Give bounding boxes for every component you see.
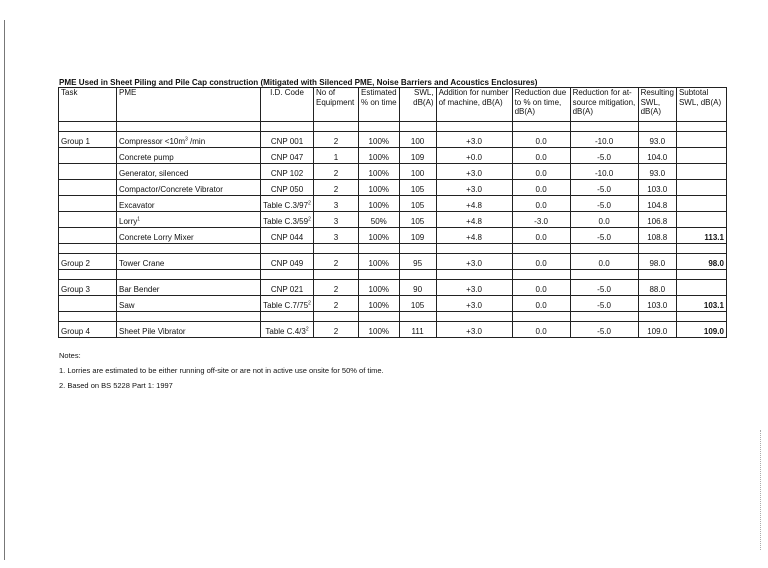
pme-name: Generator, silenced bbox=[119, 168, 189, 178]
cell-id-code bbox=[261, 296, 314, 312]
cell-addition: +4.8 bbox=[436, 212, 512, 228]
pme-superscript: 1 bbox=[137, 215, 141, 222]
cell-resulting-swl: 106.8 bbox=[638, 212, 676, 228]
cell-resulting-swl: 93.0 bbox=[638, 132, 676, 148]
cell-subtotal-swl bbox=[676, 280, 726, 296]
cell-reduction-time: 0.0 bbox=[512, 164, 570, 180]
cell-task bbox=[59, 164, 117, 180]
cell-addition: +3.0 bbox=[436, 322, 512, 338]
cell-addition: +3.0 bbox=[436, 254, 512, 270]
cell-estimated-pct: 100% bbox=[359, 322, 400, 338]
page-edge-dotted-line bbox=[760, 430, 761, 550]
cell-addition: +4.8 bbox=[436, 228, 512, 244]
pme-name: Concrete Lorry Mixer bbox=[119, 232, 194, 242]
cell-id-code bbox=[261, 228, 314, 244]
notes-heading: Notes: bbox=[59, 351, 81, 360]
cell-no-of-equipment: 2 bbox=[314, 322, 359, 338]
cell-task: Group 2 bbox=[59, 254, 117, 270]
cell-no-of-equipment: 2 bbox=[314, 280, 359, 296]
header-resulting-swl: Resulting SWL, dB(A) bbox=[638, 88, 676, 122]
cell-swl: 105 bbox=[399, 180, 436, 196]
cell-id-code bbox=[261, 180, 314, 196]
cell-resulting-swl: 109.0 bbox=[638, 322, 676, 338]
cell-swl: 105 bbox=[399, 196, 436, 212]
cell-resulting-swl: 88.0 bbox=[638, 280, 676, 296]
cell-reduction-mitigation: 0.0 bbox=[570, 254, 638, 270]
note-2: 2. Based on BS 5228 Part 1: 1997 bbox=[59, 381, 173, 390]
cell-id-code bbox=[261, 148, 314, 164]
cell-addition: +4.8 bbox=[436, 196, 512, 212]
id-code-text: Table C.3/59 bbox=[263, 216, 309, 226]
cell-subtotal-swl: 98.0 bbox=[676, 254, 726, 270]
cell-task bbox=[59, 148, 117, 164]
id-code-text: Table C.7/75 bbox=[263, 300, 309, 310]
cell-task bbox=[59, 180, 117, 196]
header-pme: PME bbox=[117, 88, 261, 122]
cell-task bbox=[59, 228, 117, 244]
pme-name: Compactor/Concrete Vibrator bbox=[119, 184, 223, 194]
cell-swl: 95 bbox=[399, 254, 436, 270]
cell-pme bbox=[117, 164, 261, 180]
cell-reduction-time: 0.0 bbox=[512, 280, 570, 296]
pme-table bbox=[58, 87, 727, 338]
pme-suffix: /min bbox=[187, 136, 206, 146]
cell-estimated-pct: 50% bbox=[359, 212, 400, 228]
cell-task: Group 1 bbox=[59, 132, 117, 148]
cell-reduction-mitigation: -5.0 bbox=[570, 322, 638, 338]
cell-no-of-equipment: 2 bbox=[314, 164, 359, 180]
id-code-text: CNP 001 bbox=[270, 136, 304, 146]
cell-reduction-mitigation: -5.0 bbox=[570, 228, 638, 244]
table-row bbox=[59, 296, 727, 312]
cell-swl: 100 bbox=[399, 164, 436, 180]
spacer-row bbox=[59, 312, 727, 322]
header-estimated-pct: Estimated % on time bbox=[359, 88, 400, 122]
cell-swl: 109 bbox=[399, 148, 436, 164]
cell-pme bbox=[117, 280, 261, 296]
pme-superscript: 3 bbox=[185, 135, 188, 142]
pme-name: Saw bbox=[119, 300, 135, 310]
cell-reduction-mitigation: -5.0 bbox=[570, 280, 638, 296]
page-edge-line bbox=[4, 20, 5, 560]
cell-no-of-equipment: 2 bbox=[314, 132, 359, 148]
cell-reduction-mitigation: -5.0 bbox=[570, 180, 638, 196]
cell-task: Group 4 bbox=[59, 322, 117, 338]
header-addition: Addition for number of machine, dB(A) bbox=[436, 88, 512, 122]
table-row bbox=[59, 254, 727, 270]
id-code-text: CNP 050 bbox=[270, 184, 304, 194]
cell-resulting-swl: 103.0 bbox=[638, 180, 676, 196]
cell-pme bbox=[117, 212, 261, 228]
note-1: 1. Lorries are estimated to be either running off-site or are not in active use onsite for 50% of time. bbox=[59, 366, 384, 375]
table-title: PME Used in Sheet Piling and Pile Cap construction (Mitigated with Silenced PME, Noise Barriers and Acoustics Enclosures) bbox=[59, 77, 538, 87]
cell-reduction-mitigation: -5.0 bbox=[570, 296, 638, 312]
cell-subtotal-swl bbox=[676, 132, 726, 148]
cell-id-code bbox=[261, 280, 314, 296]
cell-id-code bbox=[261, 164, 314, 180]
cell-estimated-pct: 100% bbox=[359, 180, 400, 196]
cell-estimated-pct: 100% bbox=[359, 164, 400, 180]
cell-reduction-time: 0.0 bbox=[512, 322, 570, 338]
cell-reduction-mitigation: -10.0 bbox=[570, 164, 638, 180]
header-reduction-time: Reduction due to % on time, dB(A) bbox=[512, 88, 570, 122]
cell-estimated-pct: 100% bbox=[359, 132, 400, 148]
cell-pme bbox=[117, 180, 261, 196]
table-row bbox=[59, 148, 727, 164]
spacer-row bbox=[59, 270, 727, 280]
id-code-superscript: 2 bbox=[308, 215, 311, 222]
cell-subtotal-swl: 109.0 bbox=[676, 322, 726, 338]
cell-pme bbox=[117, 296, 261, 312]
cell-swl: 105 bbox=[399, 212, 436, 228]
cell-addition: +3.0 bbox=[436, 164, 512, 180]
id-code-text: CNP 021 bbox=[270, 284, 304, 294]
cell-swl: 90 bbox=[399, 280, 436, 296]
cell-resulting-swl: 98.0 bbox=[638, 254, 676, 270]
table-row bbox=[59, 132, 727, 148]
cell-addition: +3.0 bbox=[436, 132, 512, 148]
cell-reduction-time: 0.0 bbox=[512, 296, 570, 312]
cell-id-code bbox=[261, 196, 314, 212]
cell-resulting-swl: 103.0 bbox=[638, 296, 676, 312]
cell-task bbox=[59, 212, 117, 228]
pme-name: Compressor <10m bbox=[119, 136, 186, 146]
id-code-text: CNP 049 bbox=[270, 258, 304, 268]
pme-name: Excavator bbox=[119, 200, 155, 210]
cell-no-of-equipment: 1 bbox=[314, 148, 359, 164]
cell-swl: 109 bbox=[399, 228, 436, 244]
cell-reduction-mitigation: -10.0 bbox=[570, 132, 638, 148]
cell-addition: +3.0 bbox=[436, 280, 512, 296]
id-code-text: Table C.4/3 bbox=[265, 326, 306, 336]
cell-task bbox=[59, 196, 117, 212]
table-row bbox=[59, 180, 727, 196]
cell-subtotal-swl bbox=[676, 196, 726, 212]
id-code-text: CNP 102 bbox=[270, 168, 304, 178]
cell-estimated-pct: 100% bbox=[359, 280, 400, 296]
cell-reduction-time: 0.0 bbox=[512, 180, 570, 196]
table-row bbox=[59, 212, 727, 228]
cell-pme bbox=[117, 148, 261, 164]
header-task: Task bbox=[59, 88, 117, 122]
header-id-code: I.D. Code bbox=[261, 88, 314, 122]
cell-reduction-mitigation: 0.0 bbox=[570, 212, 638, 228]
cell-id-code bbox=[261, 212, 314, 228]
cell-task: Group 3 bbox=[59, 280, 117, 296]
cell-estimated-pct: 100% bbox=[359, 228, 400, 244]
cell-pme bbox=[117, 228, 261, 244]
cell-no-of-equipment: 2 bbox=[314, 254, 359, 270]
cell-task bbox=[59, 296, 117, 312]
cell-swl: 111 bbox=[399, 322, 436, 338]
cell-addition: +3.0 bbox=[436, 180, 512, 196]
header-no-of-equipment: No of Equipment bbox=[314, 88, 359, 122]
cell-no-of-equipment: 3 bbox=[314, 228, 359, 244]
id-code-text: Table C.3/97 bbox=[263, 200, 309, 210]
header-subtotal-swl: Subtotal SWL, dB(A) bbox=[676, 88, 726, 122]
cell-pme bbox=[117, 322, 261, 338]
cell-swl: 100 bbox=[399, 132, 436, 148]
cell-reduction-time: 0.0 bbox=[512, 132, 570, 148]
cell-reduction-time: 0.0 bbox=[512, 228, 570, 244]
cell-reduction-time: 0.0 bbox=[512, 196, 570, 212]
cell-resulting-swl: 108.8 bbox=[638, 228, 676, 244]
header-reduction-mitigation: Reduction for at-source mitigation, dB(A) bbox=[570, 88, 638, 122]
cell-reduction-mitigation: -5.0 bbox=[570, 148, 638, 164]
cell-no-of-equipment: 2 bbox=[314, 180, 359, 196]
cell-reduction-time: 0.0 bbox=[512, 148, 570, 164]
cell-id-code bbox=[261, 132, 314, 148]
table-row bbox=[59, 280, 727, 296]
cell-subtotal-swl: 103.1 bbox=[676, 296, 726, 312]
cell-swl: 105 bbox=[399, 296, 436, 312]
table-row bbox=[59, 164, 727, 180]
cell-subtotal-swl bbox=[676, 212, 726, 228]
pme-name: Lorry bbox=[119, 216, 138, 226]
spacer-row bbox=[59, 244, 727, 254]
cell-subtotal-swl bbox=[676, 164, 726, 180]
table-row bbox=[59, 196, 727, 212]
id-code-superscript: 2 bbox=[308, 199, 311, 206]
cell-no-of-equipment: 3 bbox=[314, 212, 359, 228]
cell-subtotal-swl bbox=[676, 148, 726, 164]
pme-name: Tower Crane bbox=[119, 258, 165, 268]
cell-resulting-swl: 104.0 bbox=[638, 148, 676, 164]
header-swl: SWL, dB(A) bbox=[399, 88, 436, 122]
spacer-row bbox=[59, 122, 727, 132]
cell-id-code bbox=[261, 322, 314, 338]
cell-no-of-equipment: 2 bbox=[314, 296, 359, 312]
cell-estimated-pct: 100% bbox=[359, 196, 400, 212]
cell-reduction-time: -3.0 bbox=[512, 212, 570, 228]
cell-reduction-time: 0.0 bbox=[512, 254, 570, 270]
header-row bbox=[59, 88, 727, 122]
table-row bbox=[59, 228, 727, 244]
cell-no-of-equipment: 3 bbox=[314, 196, 359, 212]
pme-name: Sheet Pile Vibrator bbox=[119, 326, 186, 336]
id-code-superscript: 2 bbox=[308, 299, 311, 306]
id-code-text: CNP 047 bbox=[270, 152, 304, 162]
cell-addition: +0.0 bbox=[436, 148, 512, 164]
cell-resulting-swl: 93.0 bbox=[638, 164, 676, 180]
pme-name: Bar Bender bbox=[119, 284, 160, 294]
cell-reduction-mitigation: -5.0 bbox=[570, 196, 638, 212]
cell-pme bbox=[117, 132, 261, 148]
cell-subtotal-swl bbox=[676, 180, 726, 196]
notes bbox=[59, 350, 384, 395]
cell-pme bbox=[117, 254, 261, 270]
cell-estimated-pct: 100% bbox=[359, 296, 400, 312]
cell-subtotal-swl: 113.1 bbox=[676, 228, 726, 244]
table-row bbox=[59, 322, 727, 338]
id-code-superscript: 2 bbox=[305, 325, 309, 332]
pme-name: Concrete pump bbox=[119, 152, 174, 162]
id-code-text: CNP 044 bbox=[270, 232, 304, 242]
cell-resulting-swl: 104.8 bbox=[638, 196, 676, 212]
cell-estimated-pct: 100% bbox=[359, 254, 400, 270]
cell-addition: +3.0 bbox=[436, 296, 512, 312]
cell-pme bbox=[117, 196, 261, 212]
cell-id-code bbox=[261, 254, 314, 270]
cell-estimated-pct: 100% bbox=[359, 148, 400, 164]
